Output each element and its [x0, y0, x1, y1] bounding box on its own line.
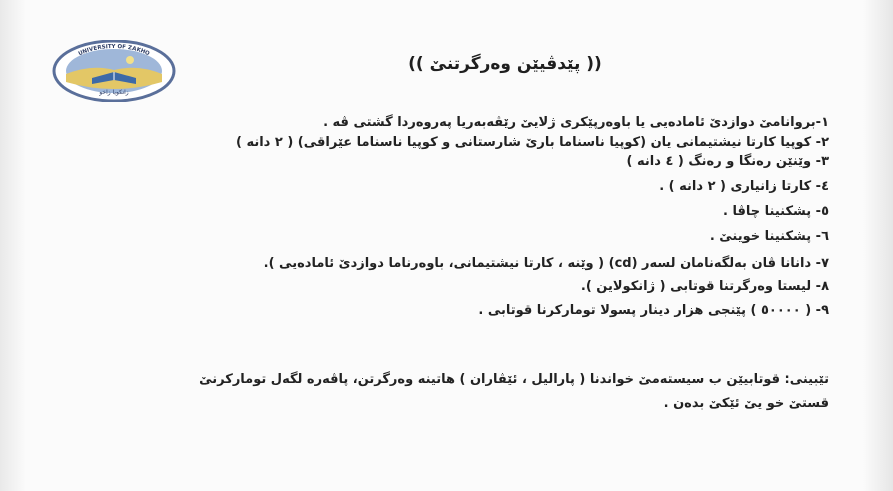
requirement-item-1: ١-بروانامێ دوازدێ ئامادەیی یا باوەرپێکری ژلایێ رێڤەبەریا پەروەردا گشتی ڤە .: [323, 115, 829, 130]
requirement-item-8: ٨- لیستا وەرگرتنا قوتابی ( ژانکولاین ).: [580, 279, 829, 294]
page-title: (( پێدڤیێن وەرگرتنێ )): [408, 54, 602, 74]
requirement-item-5: ٥- پشکنینا چاڤا .: [723, 204, 829, 219]
page-edge-shadow-left: [0, 0, 26, 491]
requirement-item-7: ٧- دانانا ڤان بەلگەنامان لسەر (cd) ( وێنە ، کارتا نیشتیمانی، باوەرناما دوازدێ ئامادەیی ).: [263, 256, 829, 271]
logo-bottom-text: زانكويا زاخو: [99, 89, 129, 96]
note-line-1: تێبینی: قوتابیێن ب سیستەمێ خواندنا ( پارالیل ، ئێڤاران ) هاتینە وەرگرتن، پاڤەرە لگەل تومارکرنێ: [199, 372, 829, 387]
requirement-item-9: ٩- ( ٥٠٠٠٠ ) پێنجی هزار دینار پسولا تومارکرنا قوتابی .: [478, 303, 829, 318]
page-edge-shadow-right: [863, 0, 893, 491]
requirement-item-4: ٤- کارتا زانیاری ( ٢ دانە ) .: [659, 179, 829, 194]
university-logo: [52, 40, 176, 102]
logo-top-text: UNIVERSITY OF ZAKHO: [77, 43, 151, 58]
requirement-item-6: ٦- پشکنینا خوینێ .: [709, 229, 829, 244]
requirement-item-2: ٢- کوپیا کارتا نیشتیمانی یان (کوپیا ناسناما بارێ شارستانی و کوپیا ناسناما عێراقی) ( ٢ دانە ): [235, 135, 829, 150]
requirement-item-3: ٣- وێنێن رەنگا و رەنگ ( ٤ دانە ): [626, 154, 829, 169]
note-line-2: قستێ خو یێ ئێکێ بدەن .: [663, 396, 829, 411]
